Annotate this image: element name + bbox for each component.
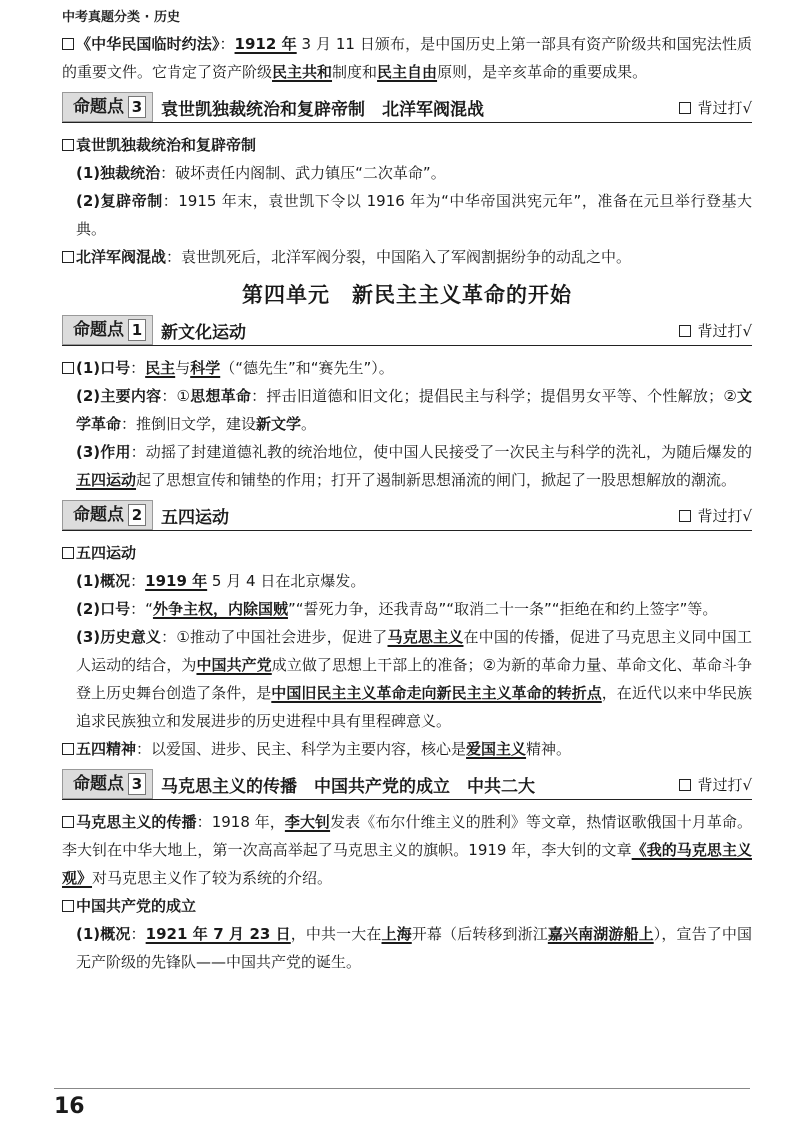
checkbox-icon bbox=[62, 251, 74, 263]
checkbox-icon[interactable] bbox=[679, 779, 691, 791]
list-item: (3)历史意义：①推动了中国社会进步，促进了马克思主义在中国的传播，促进了马克思主义同中国工人运动的结合，为中国共产党成立做了思想上干部上的准备；②为新的革命力量、革命文化、革命斗争登上历史舞台创造了条件，是中国旧民主主义革命走向新民主主义革命的转折点，在近代以来中华民族追求民族独立和发展进步的历史进程中具有里程碑意义。 bbox=[76, 628, 752, 730]
unit-title: 第四单元 新民主主义革命的开始 bbox=[242, 283, 572, 307]
topic-title: 袁世凯独裁统治和复辟帝制 北洋军阀混战 bbox=[161, 99, 484, 120]
topic-tag: 命题点 1 bbox=[62, 315, 153, 345]
topic-bar-2 bbox=[62, 500, 752, 531]
list-item: (2)复辟帝制：1915 年末，袁世凯下令以 1916 年为“中华帝国洪宪元年”，准备在元旦举行登基大典。 bbox=[76, 192, 752, 238]
topic-bar-1 bbox=[62, 315, 752, 346]
page-content bbox=[62, 30, 752, 976]
list-item: (1)概况：1921 年 7 月 23 日，中共一大在上海开幕（后转移到浙江嘉兴南湖游船上），宣告了中国无产阶级的先锋队——中国共产党的诞生。 bbox=[76, 925, 752, 971]
list-item: 五四精神：以爱国、进步、民主、科学为主要内容，核心是爱国主义精神。 bbox=[62, 735, 752, 763]
subheading: 袁世凯独裁统治和复辟帝制 bbox=[62, 131, 752, 159]
list-item: (2)主要内容：①思想革命：抨击旧道德和旧文化；提倡民主与科学；提倡男女平等、个性解放；②文学革命：推倒旧文学，建设新文学。 bbox=[76, 387, 753, 433]
checkbox-icon bbox=[62, 743, 74, 755]
topic-title: 马克思主义的传播 中国共产党的成立 中共二大 bbox=[161, 776, 535, 797]
checkbox-icon bbox=[62, 38, 74, 50]
checkbox-icon[interactable] bbox=[679, 102, 691, 114]
page-number: 16 bbox=[54, 1094, 85, 1119]
intro-law-name: 《中华民国临时约法》 bbox=[76, 35, 220, 53]
checkbox-icon[interactable] bbox=[679, 325, 691, 337]
checkbox-icon[interactable] bbox=[679, 510, 691, 522]
review-check[interactable]: 背过打√ bbox=[679, 97, 752, 118]
topic-bar-3b bbox=[62, 769, 752, 800]
topic-title: 五四运动 bbox=[161, 507, 229, 528]
topic-tag: 命题点 3 bbox=[62, 769, 153, 799]
checkbox-icon bbox=[62, 816, 74, 828]
topic-title: 新文化运动 bbox=[161, 322, 246, 343]
list-item: (2)口号：“外争主权，内除国贼”“誓死力争，还我青岛”“取消二十一条”“拒绝在和约上签字”等。 bbox=[76, 600, 718, 618]
checkbox-icon bbox=[62, 362, 74, 374]
intro-key-2: 民主自由 bbox=[377, 63, 438, 81]
checkbox-icon bbox=[62, 139, 74, 151]
intro-paragraph: 《中华民国临时约法》：1912 年 3 月 11 日颁布，是中国历史上第一部具有资产阶级共和国宪法性质的重要文件。它肯定了资产阶级民主共和制度和民主自由原则，是辛亥革命的重要成果。 bbox=[62, 35, 752, 81]
list-item: (3)作用：动摇了封建道德礼教的统治地位，使中国人民接受了一次民主与科学的洗礼，为随后爆发的五四运动起了思想宣传和铺垫的作用；打开了遏制新思想涌流的闸门，掀起了一股思想解放的潮流。 bbox=[76, 443, 752, 489]
intro-key-1: 民主共和 bbox=[272, 63, 333, 81]
topic-tag: 命题点 3 bbox=[62, 92, 153, 122]
topic-bar-3a bbox=[62, 92, 752, 123]
list-item: (1)概况：1919 年 5 月 4 日在北京爆发。 bbox=[76, 572, 366, 590]
topic-tag: 命题点 2 bbox=[62, 500, 153, 530]
review-check[interactable]: 背过打√ bbox=[679, 505, 752, 526]
intro-year: 1912 年 bbox=[234, 35, 297, 53]
running-header: 中考真题分类 · 历史 bbox=[62, 10, 180, 25]
list-item: 马克思主义的传播：1918 年，李大钊发表《布尔什维主义的胜利》等文章，热情讴歌俄国十月革命。李大钊在中华大地上，第一次高高举起了马克思主义的旗帜。1919 年，李大钊的文章《我的马克思主义观》对马克思主义作了较为系统的介绍。 bbox=[62, 813, 752, 887]
list-item: (1)独裁统治：破坏责任内阁制、武力镇压“二次革命”。 bbox=[76, 164, 446, 182]
list-item: 北洋军阀混战：袁世凯死后，北洋军阀分裂，中国陷入了军阀割据纷争的动乱之中。 bbox=[62, 243, 752, 271]
subheading: 五四运动 bbox=[62, 539, 752, 567]
subheading: 中国共产党的成立 bbox=[62, 892, 752, 920]
checkbox-icon bbox=[62, 900, 74, 912]
list-item: (1)口号：民主与科学（“德先生”和“赛先生”）。 bbox=[62, 354, 752, 382]
checkbox-icon bbox=[62, 547, 74, 559]
footer-rule bbox=[54, 1088, 750, 1089]
review-check[interactable]: 背过打√ bbox=[679, 774, 752, 795]
review-check[interactable]: 背过打√ bbox=[679, 320, 752, 341]
